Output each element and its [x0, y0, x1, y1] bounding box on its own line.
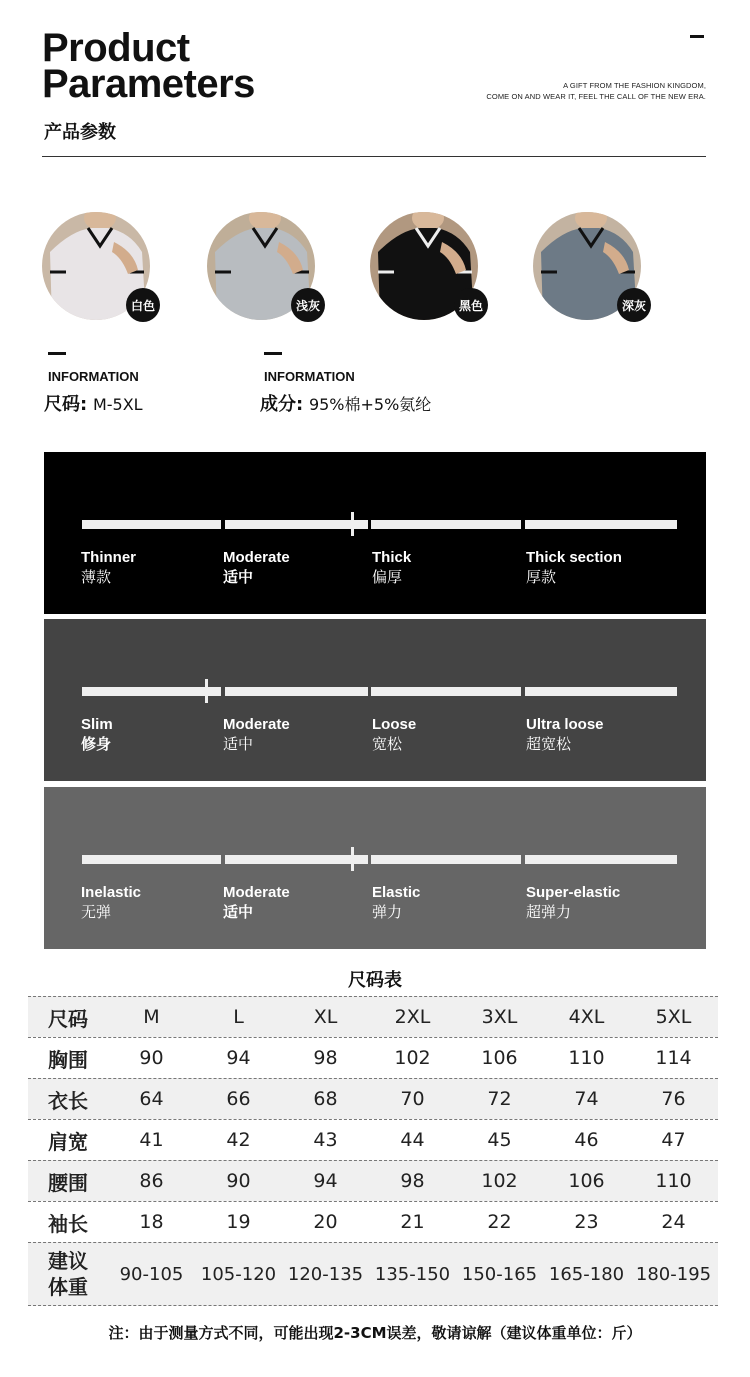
page-title [42, 26, 255, 106]
scale-segment [525, 687, 677, 696]
table-cell: 24 [661, 1211, 686, 1233]
info-value [260, 390, 431, 416]
scale-option [223, 715, 290, 754]
scale-option-cn: 适中 [223, 568, 254, 586]
size-table-title: 尺码表 [348, 970, 402, 991]
table-cell: 45 [487, 1129, 512, 1151]
table-cell: 110 [568, 1047, 605, 1069]
scale-option-cn: 适中 [223, 735, 254, 753]
scale-option [372, 883, 420, 922]
scale-option-en: Moderate [223, 549, 290, 566]
table-row [28, 1160, 718, 1201]
table-cell: 19 [226, 1211, 251, 1233]
scale-option-cn: 修身 [81, 735, 112, 753]
info-label: INFORMATION [48, 369, 139, 384]
table-cell: 20 [313, 1211, 338, 1233]
info-dash [264, 352, 282, 355]
scale-marker-bar [198, 687, 216, 696]
measurement-note: 注：由于测量方式不同，可能出现2-3CM误差，敬请谅解（建议体重单位：斤） [108, 1324, 642, 1342]
scale-segment [525, 855, 677, 864]
table-cell: M [143, 1006, 160, 1028]
table-cell: 110 [655, 1170, 692, 1192]
table-cell: XL [313, 1006, 338, 1028]
table-cell: 94 [313, 1170, 338, 1192]
scale-option [81, 883, 141, 922]
scale-segment [82, 855, 221, 864]
table-cell: 106 [481, 1047, 518, 1069]
table-cell: 120-135 [287, 1263, 364, 1285]
scale-marker-bar [344, 520, 362, 529]
table-cell: 43 [313, 1129, 338, 1151]
scale-segment [371, 855, 521, 864]
scale-option-cn: 适中 [223, 903, 254, 921]
color-label: 浅灰 [291, 288, 325, 322]
table-cell: 114 [655, 1047, 692, 1069]
table-cell: 90 [226, 1170, 251, 1192]
color-label: 白色 [126, 288, 160, 322]
row-label: 袖长 [48, 1211, 88, 1236]
scale-option-en: Moderate [223, 716, 290, 733]
table-cell: 47 [661, 1129, 686, 1151]
info-material-value: 95%棉+5%氨纶 [308, 395, 432, 414]
table-cell: 3XL [481, 1006, 518, 1028]
table-cell: 90 [139, 1047, 164, 1069]
color-swatch[interactable] [533, 212, 646, 320]
table-cell: 86 [139, 1170, 164, 1192]
scale-option-en: Moderate [223, 884, 290, 901]
table-cell: 46 [574, 1129, 599, 1151]
scale-option-cn: 无弹 [81, 903, 112, 921]
table-cell: 72 [487, 1088, 512, 1110]
scale-option-en: Loose [372, 716, 417, 733]
info-size-value: M-5XL [92, 395, 143, 414]
table-cell: 74 [574, 1088, 599, 1110]
row-label: 建议体重 [48, 1249, 88, 1299]
scale-option [223, 548, 290, 587]
info-value [44, 390, 143, 416]
row-label: 衣长 [48, 1088, 88, 1113]
scale-segment [371, 520, 521, 529]
scale-panel [44, 787, 706, 949]
table-cell: 64 [139, 1088, 164, 1110]
table-cell: 22 [487, 1211, 512, 1233]
table-cell: 135-150 [374, 1263, 451, 1285]
row-label: 胸围 [48, 1047, 88, 1072]
scale-option [526, 715, 604, 754]
slogan [406, 80, 706, 102]
table-cell: 98 [313, 1047, 338, 1069]
scale-segment [525, 520, 677, 529]
color-swatch[interactable] [370, 212, 483, 320]
table-cell: 66 [226, 1088, 251, 1110]
scale-segment [371, 687, 521, 696]
table-cell: 150-165 [461, 1263, 538, 1285]
size-table [28, 996, 718, 1306]
table-cell: L [233, 1006, 244, 1028]
scale-option-en: Thinner [81, 549, 136, 566]
scale-option-en: Thick section [526, 549, 622, 566]
color-swatch[interactable] [42, 212, 155, 320]
title-line-1: Product [42, 26, 190, 70]
scale-segment [225, 687, 368, 696]
table-cell: 180-195 [635, 1263, 712, 1285]
info-key: 尺码: [44, 394, 88, 415]
table-cell: 98 [400, 1170, 425, 1192]
scale-option-cn: 厚款 [526, 568, 557, 586]
table-row [28, 996, 718, 1037]
table-cell: 105-120 [200, 1263, 277, 1285]
scale-option [81, 548, 136, 587]
info-dash [48, 352, 66, 355]
color-swatch[interactable] [207, 212, 320, 320]
slogan-line-2: COME ON AND WEAR IT, FEEL THE CALL OF THE NEW ERA. [486, 92, 706, 101]
table-cell: 21 [400, 1211, 425, 1233]
title-line-2: Parameters [42, 62, 255, 106]
table-cell: 4XL [568, 1006, 605, 1028]
scale-option [372, 715, 416, 754]
table-cell: 5XL [655, 1006, 692, 1028]
row-label: 腰围 [48, 1170, 88, 1195]
scale-option [81, 715, 113, 754]
scale-segment [82, 520, 221, 529]
row-label: 尺码 [48, 1006, 88, 1031]
scale-option-cn: 弹力 [372, 903, 403, 921]
scale-option-cn: 薄款 [81, 568, 112, 586]
table-row [28, 1078, 718, 1119]
slogan-line-1: A GIFT FROM THE FASHION KINGDOM, [563, 81, 706, 90]
scale-marker-bar [344, 855, 362, 864]
table-cell: 68 [313, 1088, 338, 1110]
scale-option [526, 548, 622, 587]
table-cell: 94 [226, 1047, 251, 1069]
page-subtitle: 产品参数 [44, 122, 116, 143]
scale-option [372, 548, 411, 587]
header-divider [42, 156, 706, 157]
table-cell: 106 [568, 1170, 605, 1192]
table-cell: 70 [400, 1088, 425, 1110]
scale-option-en: Thick [372, 549, 412, 566]
info-size [44, 352, 143, 416]
color-label: 黑色 [454, 288, 488, 322]
scale-option-cn: 宽松 [372, 735, 403, 753]
table-cell: 76 [661, 1088, 686, 1110]
table-cell: 23 [574, 1211, 599, 1233]
info-label: INFORMATION [264, 369, 355, 384]
info-material [260, 352, 431, 416]
table-cell: 165-180 [548, 1263, 625, 1285]
table-row [28, 1242, 718, 1306]
scale-option-en: Super-elastic [526, 884, 621, 901]
info-key: 成分: [260, 394, 304, 415]
table-row [28, 1119, 718, 1160]
decorative-dash [690, 35, 704, 38]
scale-panel [44, 452, 706, 614]
scale-option [223, 883, 290, 922]
table-cell: 2XL [394, 1006, 431, 1028]
scale-option-en: Inelastic [81, 884, 142, 901]
table-cell: 18 [139, 1211, 164, 1233]
table-cell: 102 [481, 1170, 518, 1192]
scale-panel [44, 619, 706, 781]
table-cell: 41 [139, 1129, 164, 1151]
scale-option-en: Elastic [372, 884, 421, 901]
scale-option-cn: 超宽松 [526, 735, 572, 753]
color-label: 深灰 [617, 288, 651, 322]
scale-option-cn: 超弹力 [526, 903, 572, 921]
table-row [28, 1037, 718, 1078]
row-label: 肩宽 [48, 1129, 88, 1154]
scale-option-en: Slim [81, 716, 113, 733]
scale-option-cn: 偏厚 [372, 568, 403, 586]
table-cell: 44 [400, 1129, 425, 1151]
scale-option-en: Ultra loose [526, 716, 604, 733]
scale-option [526, 883, 620, 922]
table-row [28, 1201, 718, 1242]
table-cell: 102 [394, 1047, 431, 1069]
table-cell: 90-105 [119, 1263, 184, 1285]
table-cell: 42 [226, 1129, 251, 1151]
